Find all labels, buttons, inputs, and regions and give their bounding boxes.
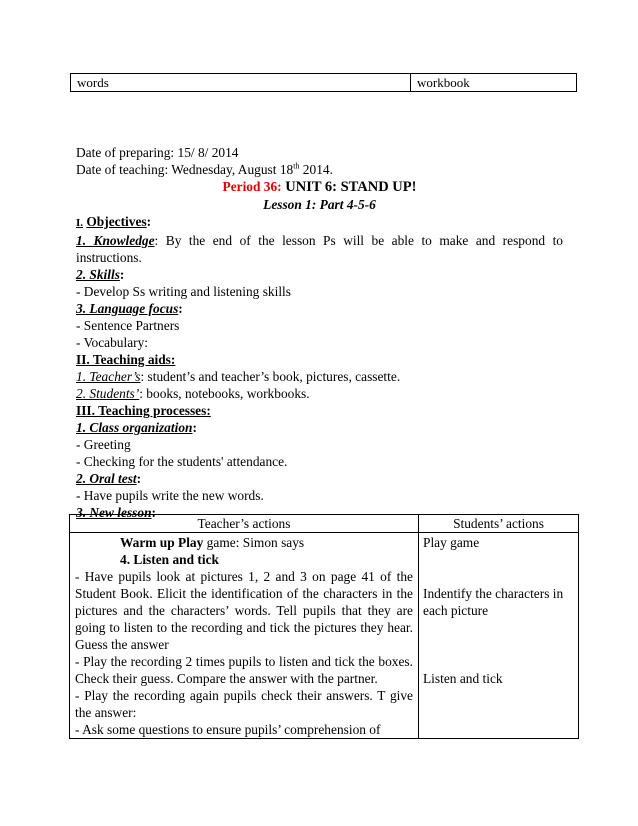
teacher-step: - Play the recording again pupils check their answers. T give the answer: bbox=[75, 688, 413, 720]
knowledge-label: 1. Knowledge bbox=[76, 233, 155, 248]
teacher-actions-cell bbox=[70, 533, 419, 739]
teacher-step: - Ask some questions to ensure pupils’ comprehension of bbox=[75, 722, 381, 737]
lesson-title: Lesson 1: Part 4-5-6 bbox=[263, 197, 376, 212]
skills-text: - Develop Ss writing and listening skills bbox=[76, 284, 291, 299]
table-cell: workbook bbox=[411, 74, 577, 92]
teaching-processes-heading: III. Teaching processes: bbox=[76, 403, 211, 418]
skills-heading: 2. Skills: bbox=[76, 267, 125, 282]
new-lesson-heading: 3. New lesson: bbox=[76, 505, 156, 520]
date-of-teaching: Date of teaching: Wednesday, August 18th 2014. bbox=[76, 161, 333, 177]
class-organization-heading: 1. Class organization: bbox=[76, 420, 197, 435]
table-row bbox=[71, 74, 577, 92]
period-number: Period 36: bbox=[222, 179, 282, 194]
oral-test-text: - Have pupils write the new words. bbox=[76, 488, 264, 503]
language-focus-heading: 3. Language focus: bbox=[76, 301, 183, 316]
sentence-partners: - Sentence Partners bbox=[76, 318, 180, 333]
listen-and-tick-title: 4. Listen and tick bbox=[120, 552, 219, 567]
oral-test-heading: 2. Oral test: bbox=[76, 471, 142, 486]
student-step: Indentify the characters in each picture bbox=[423, 586, 564, 618]
student-step: Play game bbox=[423, 535, 480, 550]
student-step: Listen and tick bbox=[423, 671, 503, 686]
teacher-aids: 1. Teacher’s: student’s and teacher’s book, pictures, cassette. bbox=[76, 369, 401, 384]
teacher-step: - Play the recording 2 times pupils to listen and tick the boxes. Check their guess. Compare the answer with the partner. bbox=[75, 654, 413, 686]
table-row bbox=[70, 533, 579, 739]
vocabulary: - Vocabulary: bbox=[76, 335, 149, 350]
table-header-row bbox=[70, 515, 579, 533]
greeting: - Greeting bbox=[76, 437, 131, 452]
teacher-actions-header: Teacher’s actions bbox=[70, 515, 419, 533]
students-actions-header: Students’ actions bbox=[419, 515, 579, 533]
lesson-plan-body bbox=[76, 144, 563, 521]
teacher-step: - Have pupils look at pictures 1, 2 and 3 on page 41 of the Student Book. Elicit the identification of the characters in the pictures and the characters’ words. Tell pupils that they are going to listen to the recording and tick the pictures they hear. Guess the answer bbox=[75, 569, 413, 652]
warm-up-line: Warm up Play game: Simon says bbox=[120, 535, 305, 550]
attendance-check: - Checking for the students' attendance. bbox=[76, 454, 288, 469]
date-of-preparing: Date of preparing: 15/ 8/ 2014 bbox=[76, 145, 239, 160]
knowledge-paragraph: 1. Knowledge: By the end of the lesson Ps will be able to make and respond to instructions. bbox=[76, 233, 563, 265]
teaching-aids-heading: II. Teaching aids: bbox=[76, 352, 176, 367]
period-title bbox=[76, 178, 563, 196]
student-aids: 2. Students’: books, notebooks, workbooks. bbox=[76, 386, 310, 401]
previous-lesson-table bbox=[70, 73, 577, 92]
unit-title: UNIT 6: STAND UP! bbox=[281, 179, 417, 195]
students-actions-cell bbox=[419, 533, 579, 739]
table-cell: words bbox=[71, 74, 411, 92]
objectives-heading: I. Objectives: bbox=[76, 214, 152, 229]
lesson-activities-table bbox=[69, 514, 579, 739]
